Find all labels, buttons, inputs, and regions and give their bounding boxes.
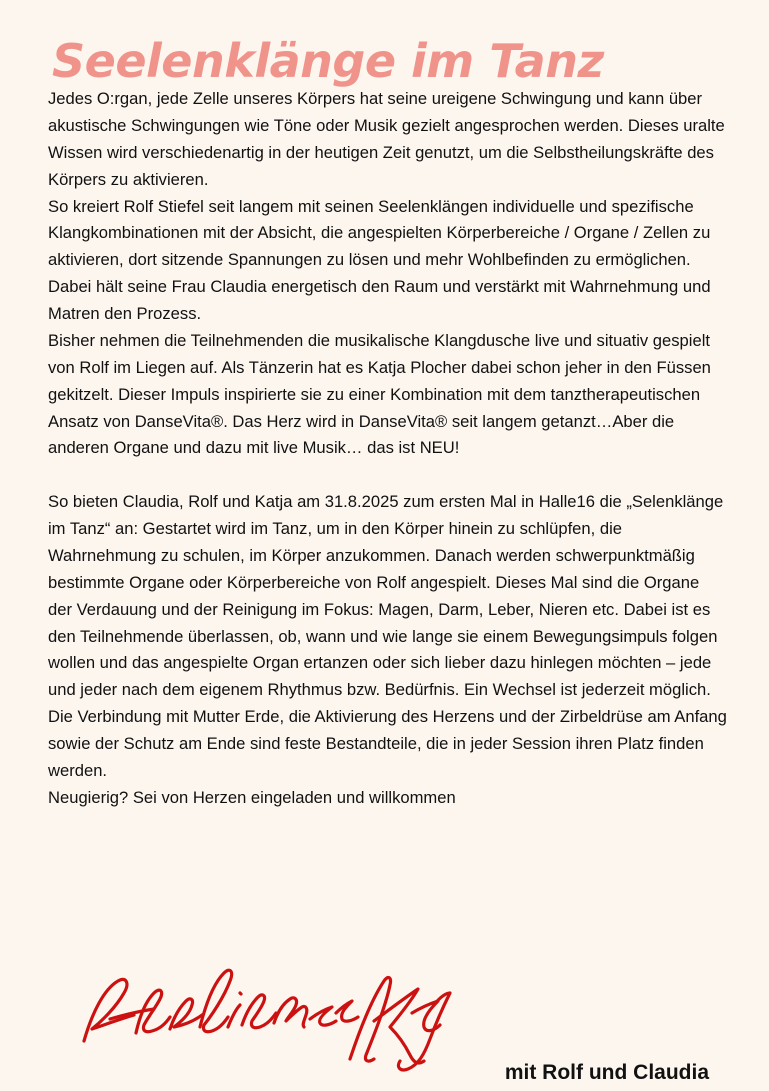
page-title: Seelenklänge im Tanz xyxy=(52,34,604,88)
signature-area xyxy=(48,951,727,1091)
paragraph-3: Bisher nehmen die Teilnehmenden die musikalische Klangdusche live und situativ gespielt von Rolf im Liegen auf. Als Tänzerin hat es Katja Plocher dabei schon jeher in den Füssen gekitzelt. Dieser Impuls inspirierte sie zu einer Kombination mit dem tanztherapeutischen Ansatz von DanseVita®. Das Herz wird in DanseVita® seit langem getanzt…Aber die anderen Organe und dazu mit live Musik… das ist NEU! xyxy=(48,330,711,458)
paragraph-4: So bieten Claudia, Rolf und Katja am 31.8.2025 zum ersten Mal in Halle16 die „Selenklänge im Tanz“ an: Gestartet wird im Tanz, um in den Körper hinein zu schlüpfen, die Wahrnehmung zu schulen, im Körper anzukommen. Danach werden schwerpunktmäßig bestimmte Organe oder Körperbereiche von Rolf angespielt. Dieses Mal sind die Organe der Verdauung und der Reinigung im Fokus: Magen, Darm, Leber, Nieren etc. Dabei ist es den Teilnehmende überlassen, ob, wann und wie lange sie einem Bewegungsimpuls folgen wollen und das angespielte Organ ertanzen oder sich lieber dazu hinlegen möchten – jede und jeder nach dem eigenem Rhythmus bzw. Bedürfnis. Ein Wechsel ist jederzeit möglich. Die Verbindung mit Mutter Erde, die Aktivierung des Herzens und der Zirbeldrüse am Anfang sowie der Schutz am Ende sind feste Bestandteile, die in jeder Session ihren Platz finden werden. xyxy=(48,492,727,780)
handwritten-signature-icon xyxy=(74,963,454,1073)
body-text xyxy=(48,86,727,812)
paragraph-1: Jedes O:rgan, jede Zelle unseres Körpers hat seine ureigene Schwingung und kann über akustische Schwingungen wie Töne oder Musik gezielt angesprochen werden. Dieses uralte Wissen wird verschiedenartig in der heutigen Zeit genutzt, um die Selbstheilungskräfte des Körpers zu aktivieren. xyxy=(48,89,725,189)
closing-line: mit Rolf und Claudia xyxy=(504,1061,709,1084)
paragraph-5: Neugierig? Sei von Herzen eingeladen und willkommen xyxy=(48,787,456,807)
paragraph-2: So kreiert Rolf Stiefel seit langem mit seinen Seelenklängen individuelle und spezifische Klangkombinationen mit der Absicht, die angespielten Körperbereiche / Organe / Zellen zu aktivieren, dort sitzende Spannungen zu lösen und mehr Wohlbefinden zu ermöglichen. Dabei hält seine Frau Claudia energetisch den Raum und verstärkt mit Wahrnehmung und Matren den Prozess. xyxy=(48,196,711,323)
